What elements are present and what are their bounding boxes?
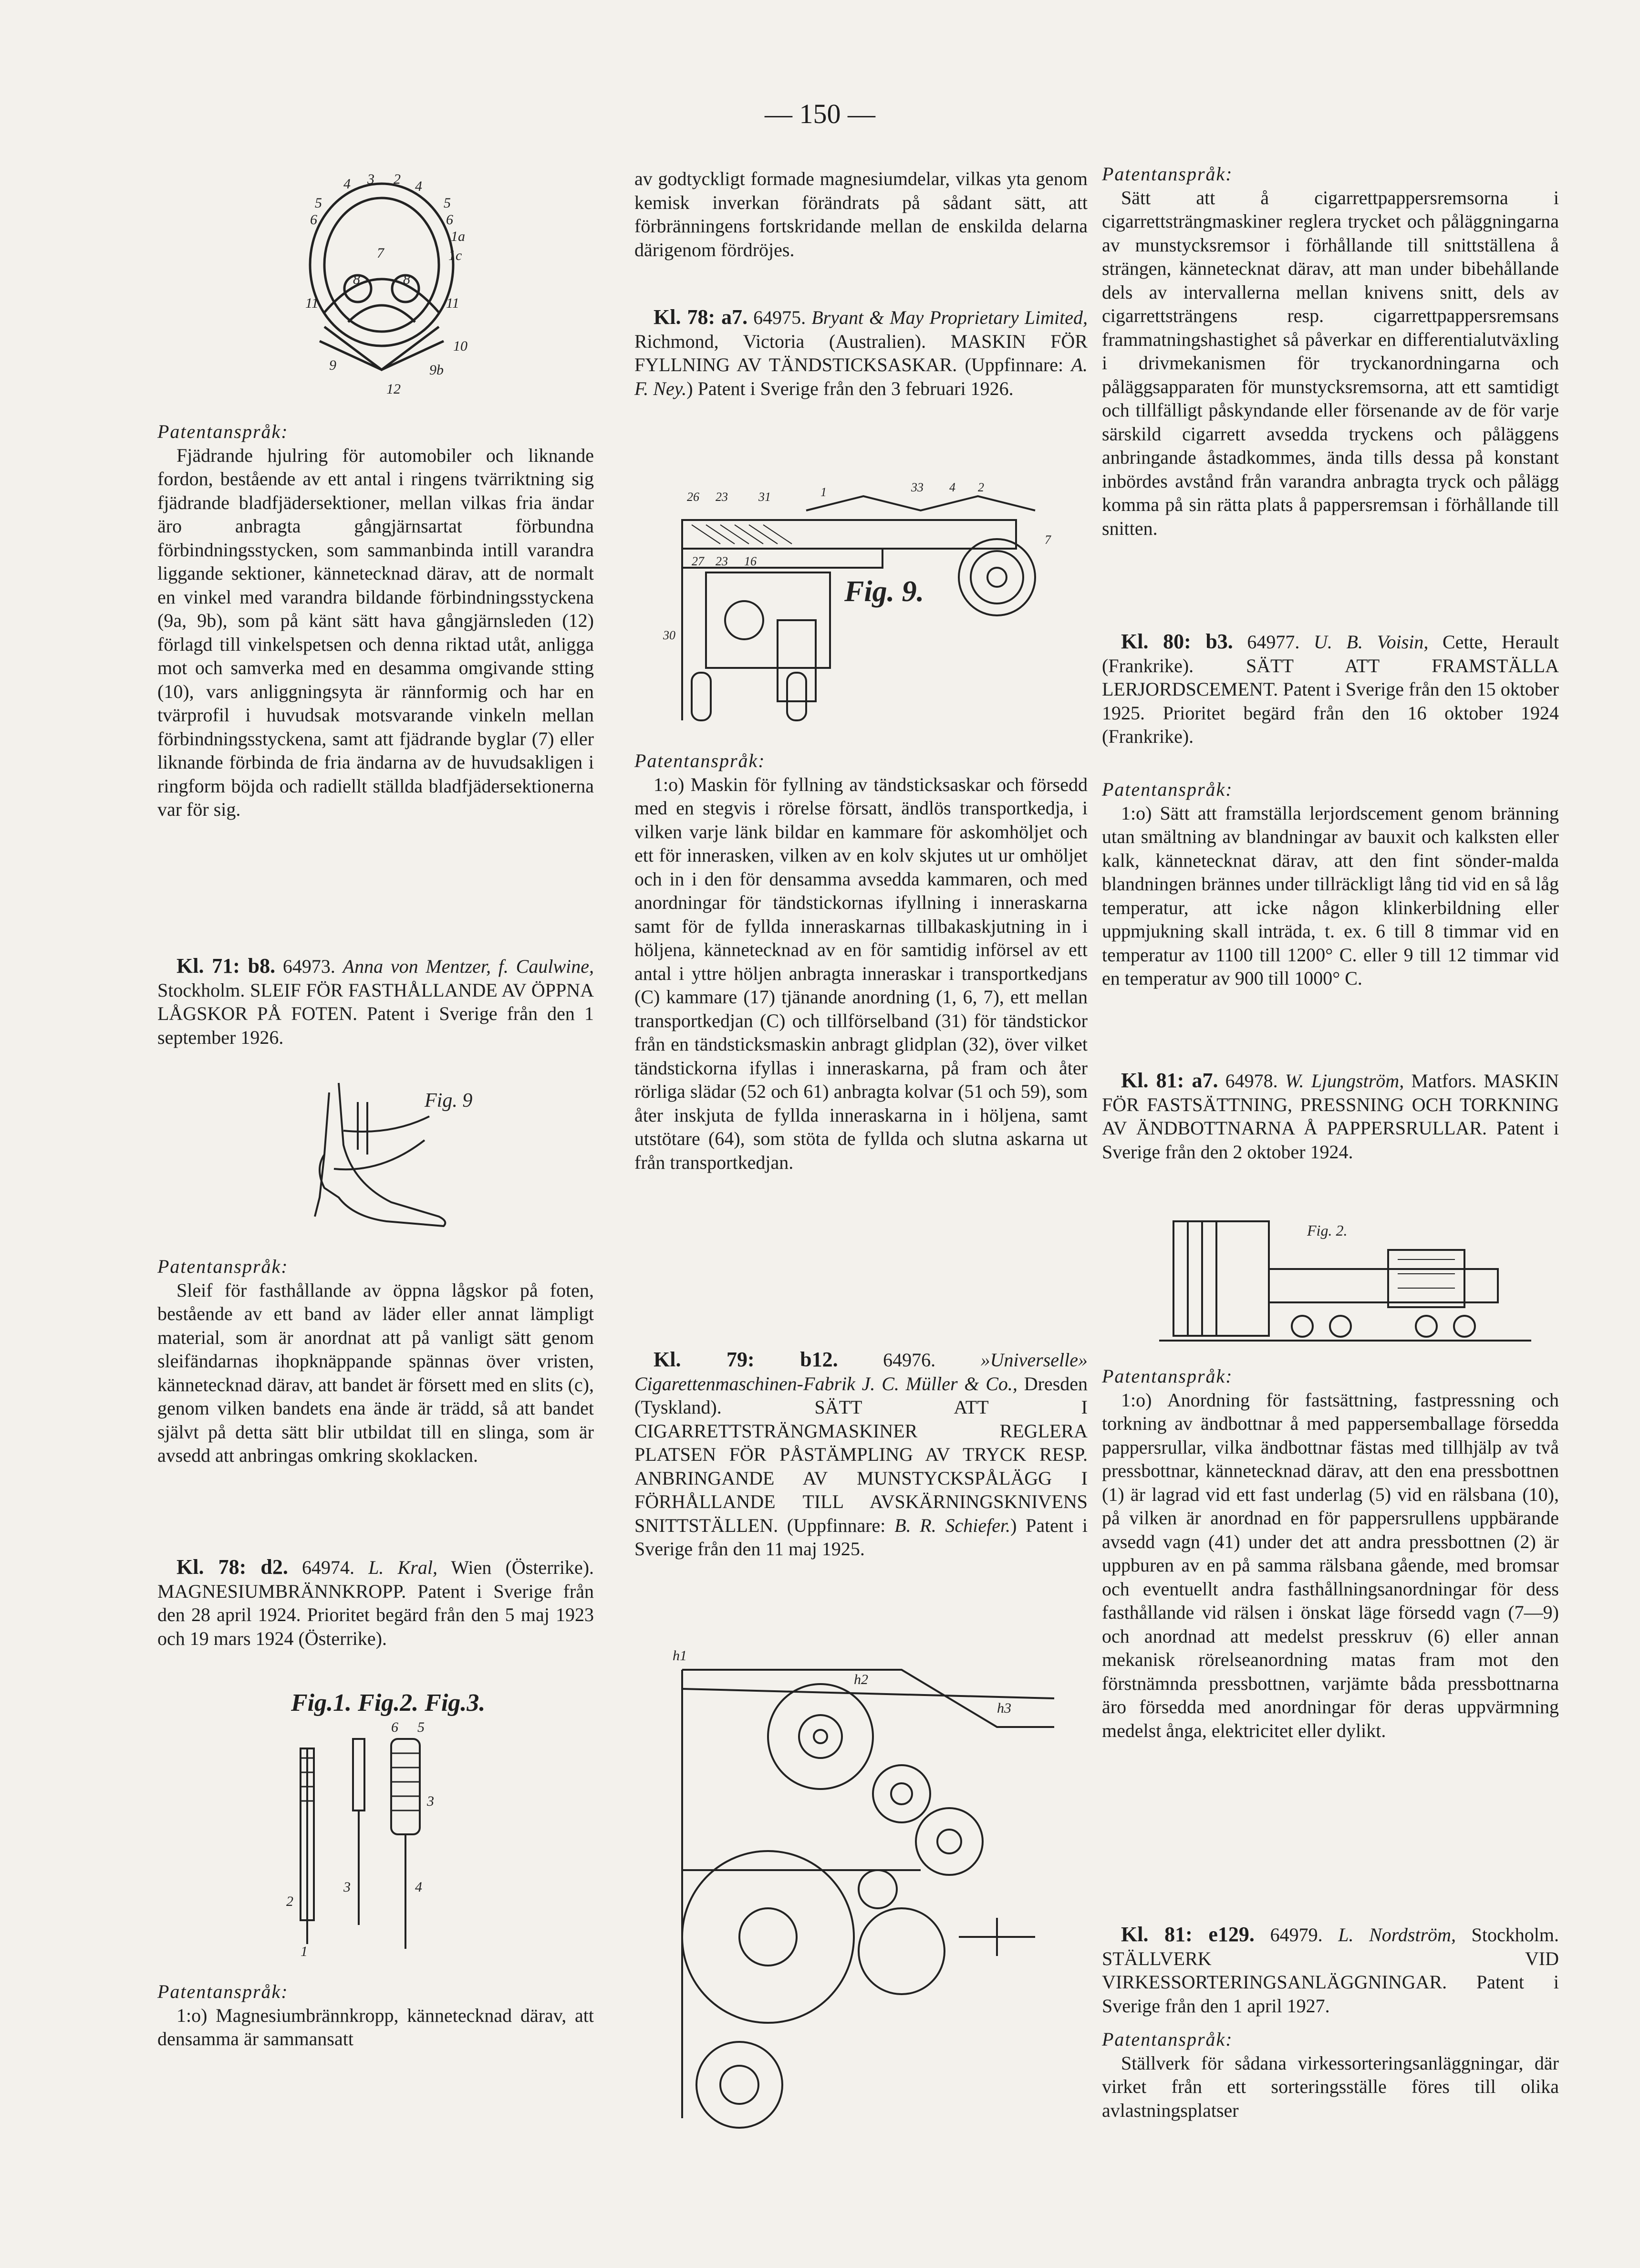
wheel-label: 6 xyxy=(446,212,453,228)
class-code: Kl. 78: d2. xyxy=(176,1555,288,1579)
wheel-label: 3 xyxy=(367,171,374,187)
claim-text: Fjädrande hjulring för automobiler och liknande fordon, bestående av ett antal i ringens tvärriktning sig fjädrande bladfjädersektioner, mellan vilkas fria ändar äro anbragta gångjärnsartat förbundna förbindningsstycken, som sammanbinda intill varandra liggande sektioner, kännetecknad därav, att de normalt en vinkel med varandra bildande förbindningsstyckena (9a, 9b), som på känt sätt hava gångjärnsleden (12) förlagd till vinkelspetsen och denna riktad utåt, anligga mot och samverka med en desamma omgivande stting (10), vars anliggningsyta är rännformig och har en tvärprofil i huvudsak motsvarande vinkeln mellan förbindningsstyckena, samt att fjädrande byglar (7) eller liknande förbinda de fria ändarna av de huvudsakligen i ringform böjda och radiellt ställda bladfjädersektionerna var för sig. xyxy=(157,444,594,820)
class-code: Kl. 81: e129. xyxy=(1121,1923,1255,1946)
claim-block-2 xyxy=(157,1255,594,1467)
claim-text: 1:o) Anordning för fastsättning, fastpressning och torkning av ändbottnar å med pappersemballage försedda pappersrullar, vilka ändbottnar fästas med tillhjälp av två pressbottnar, kännetecknad därav, att den ena pressbottnen (1) är lagrad vid ett fast underlag (5) vid en rälsbana (10), på vilken är anordnad en för pappersrullens uppbärande avsedd vagn (41) under det att andra pressbottnen (2) är uppburen av en på samma rälsbana gående, med bromsar och eventuellt andra fasthållningsanordningar för dess fasthållande vid rälsen i önskat läge försedd vagn (7—9) och anordnad att medelst presskruv (6) eller annan mekanisk rörelseanordning matas fram mot den förstnämnda pressbottnen, varjämte båda pressbottnarna äro försedda med anordningar för deras uppvärmning medelst ånga, elektricitet eller dylikt. xyxy=(1102,1389,1559,1741)
press-machine-drawing xyxy=(1159,1212,1531,1355)
claim-block-3 xyxy=(157,1980,594,2051)
claim-block-1 xyxy=(157,420,594,822)
wheel-label: 1c xyxy=(448,248,462,263)
entry-text: Cette, Herault (Frankrike). SÄTT ATT FRAMSTÄLLA LERJORDSCEMENT. Patent i Sverige från den 15 oktober 1925. Prioritet begärd från den 16 oktober 1924 (Frankrike). xyxy=(1102,631,1559,747)
gear-train-figure xyxy=(663,1641,1073,2147)
entry-inventor: A. F. Ney. xyxy=(634,354,1088,399)
entry-64975 xyxy=(634,305,1088,400)
machine-label: 26 xyxy=(687,490,699,504)
entry-author: L. Kral, xyxy=(368,1557,437,1578)
entry-text: Richmond, Victoria (Australien). MASKIN FÖR FYLLNING AV TÄNDSTICKSASKAR. (Uppfinnare: xyxy=(634,330,1088,375)
entry-text: Stockholm. STÄLLVERK VID VIRKESSORTERINGSANLÄGGNINGAR. Patent i Sverige från den 1 april 1927. xyxy=(1102,1924,1559,2017)
class-code: Kl. 78: a7. xyxy=(654,305,748,329)
entry-author: Anna von Mentzer, f. Caulwine, xyxy=(343,956,594,977)
entry-author: L. Nordström, xyxy=(1338,1924,1456,1945)
wheel-label: 12 xyxy=(386,381,401,397)
press-figure-label: Fig. 2. xyxy=(1307,1222,1348,1239)
machine-label: 4 xyxy=(949,482,955,494)
wheel-label: 5 xyxy=(315,195,322,211)
wheel-ring-figure xyxy=(296,169,467,408)
claim-heading: Patentanspråk: xyxy=(1102,2029,1233,2050)
continuation-block xyxy=(634,167,1088,261)
class-code: Kl. 81: a7. xyxy=(1121,1069,1218,1092)
claim-block-press xyxy=(1102,1364,1559,1742)
entry-number: 64975. xyxy=(747,307,812,328)
shoe-figure-label: Fig. 9 xyxy=(425,1090,473,1112)
gear-label: h1 xyxy=(673,1648,687,1664)
entry-author: U. B. Voisin, xyxy=(1314,631,1429,653)
machine-label: 33 xyxy=(911,482,924,494)
rod-label: 3 xyxy=(427,1793,434,1809)
machine-label: 23 xyxy=(716,490,728,504)
shoe-drawing xyxy=(286,1073,491,1231)
wheel-ring-drawing xyxy=(296,169,467,408)
machine-label: 16 xyxy=(744,554,757,568)
claim-text: 1:o) Magnesiumbrännkropp, kännetecknad därav, att densamma är sammansatt xyxy=(157,2004,594,2050)
claim-heading: Patentanspråk: xyxy=(157,1981,289,2002)
claim-block-cigarette xyxy=(1102,162,1559,540)
entry-author: Bryant & May Proprietary Limited, xyxy=(811,307,1088,328)
entry-64976 xyxy=(634,1348,1088,1561)
rod-label: 2 xyxy=(286,1893,293,1909)
claim-heading: Patentanspråk: xyxy=(634,750,766,771)
rod-label: 4 xyxy=(415,1879,422,1895)
machine-label: 30 xyxy=(663,628,675,642)
entry-64978 xyxy=(1102,1069,1559,1164)
claim-text: 1:o) Maskin för fyllning av tändsticksaskar och försedd med en stegvis i rörelse försatt, ändlös transportkedja, i vilken varje länk bildar en kammare för askomhöljet och ett för innerasken, vilken av en kolv skjutes ut ur omhöljet och in i den för densamma avsedda kammaren, och med anordningar för tändstickornas ifyllning i inneraskarna samt för de fyllda inneraskarnas tillbakaskjutning in i höljena, kännetecknad av en för samtidig införsel av ett antal i yttre höljen anbragta inneraskar i transportkedjans (C) kammare (17) tjänande anordning (1, 6, 7), ett mellan transportkedjan (C) och tillförselband (31) för tändstickor från en tändsticksmaskin anbragt glidplan (32), över vilket tändstickorna ifyllas i inneraskarna, på fram och åter rörliga slädar (52 och 61) anbragta kolvar (51 och 59), som åter inskjuta de fyllda inneraskarna in i höljena, samt utstötare (64), som stöta de fyllda och slutna askarna ut från transportkedjan. xyxy=(634,773,1088,1173)
entry-text: Dresden (Tyskland). SÄTT ATT I CIGARRETTSTRÄNGMASKINER REGLERA PLATSEN FÖR PÅSTÄMPLING AV TRYCK RESP. ANBRINGANDE AV MUNSTYCKSPÅLÄGG I FÖRHÅLLANDE TILL AVSKÄRNINGSKNIVENS SNITTSTÄLLEN. (Uppfinnare: xyxy=(634,1373,1088,1536)
entry-text-tail: ) Patent i Sverige från den 11 maj 1925. xyxy=(634,1514,1088,1560)
wheel-label: 9b xyxy=(429,362,444,378)
match-machine-drawing xyxy=(663,482,1073,725)
wheel-label: 10 xyxy=(453,338,467,354)
machine-label: 7 xyxy=(1045,533,1051,547)
entry-number: 64977. xyxy=(1233,631,1314,653)
wheel-label: 8 xyxy=(353,271,360,287)
rod-label: 1 xyxy=(301,1944,308,1958)
rod-label: 3 xyxy=(343,1879,351,1895)
entry-number: 64974. xyxy=(288,1557,369,1578)
rod-drawing xyxy=(272,1720,482,1958)
entry-64973 xyxy=(157,954,594,1049)
claim-text: Ställverk för sådana virkessorteringsanläggningar, där virket från ett sorteringsställe föres till olika avlastningsplatser xyxy=(1102,2052,1559,2121)
claim-heading: Patentanspråk: xyxy=(157,1256,289,1277)
rod-figures xyxy=(272,1689,486,1958)
entry-number: 64976. xyxy=(838,1349,981,1371)
claim-text: Sätt att å cigarrettpappersremsorna i cigarrettsträngmaskiner reglera trycket och påläggningarna av munstycksremsor i förhållande till snittställena å strängen, kännetecknat därav, att man under bibehållande dels av intervallerna mellan knivens snitt, dels av cigarrettsträngens resp. cigarrettpappersremsans frammatningshastighet så påverkar en differentialutväxling i drivmekanismen för tryckanordningarna och påläggsapparaten för munstycksremsorna, att ett samtidigt och tillfälligt påskyndande eller försenande av de för varje särskild cigarrett avsedda tryckens och påläggens anbringande åstadkommes, ända tills dessa på konstant inbördes avstånd från varandra anbragta tryck och pålägg komma på sin rätta plats å pappersremsan i förhållande till snitten. xyxy=(1102,187,1559,539)
claim-block-sorting xyxy=(1102,2028,1559,2122)
machine-label: 1 xyxy=(820,485,827,499)
gear-label: h2 xyxy=(854,1672,868,1687)
machine-figure-label: Fig. 9. xyxy=(844,575,924,608)
entry-64979 xyxy=(1102,1923,1559,2018)
claim-heading: Patentanspråk: xyxy=(1102,163,1233,185)
entry-text: Stockholm. SLEIF FÖR FASTHÅLLANDE AV ÖPPNA LÅGSKOR PÅ FOTEN. Patent i Sverige från den 1 september 1926. xyxy=(157,979,594,1048)
entry-64977 xyxy=(1102,630,1559,749)
claim-block-cement xyxy=(1102,778,1559,990)
machine-label: 27 xyxy=(692,554,704,568)
claim-block-match xyxy=(634,749,1088,1174)
wheel-label: 8 xyxy=(403,271,410,287)
wheel-label: 4 xyxy=(415,178,422,194)
entry-text-tail: ) Patent i Sverige från den 3 februari 1926. xyxy=(686,377,1014,399)
gear-label: h3 xyxy=(997,1700,1011,1716)
machine-label: 31 xyxy=(758,490,771,504)
wheel-label: 1a xyxy=(451,229,465,244)
entry-text: Wien (Österrike). MAGNESIUMBRÄNNKROPP. Patent i Sverige från den 28 april 1924. Prioritet begärd från den 5 maj 1923 och 19 mars 1924 (Österrike). xyxy=(157,1557,594,1649)
class-code: Kl. 80: b3. xyxy=(1121,630,1233,653)
wheel-label: 9 xyxy=(329,357,336,373)
shoe-figure xyxy=(286,1073,491,1231)
entry-inventor: B. R. Schiefer. xyxy=(894,1514,1011,1536)
wheel-label: 4 xyxy=(343,176,351,192)
rod-figure-title: Fig.1. Fig.2. Fig.3. xyxy=(291,1689,486,1717)
claim-heading: Patentanspråk: xyxy=(1102,1365,1233,1387)
wheel-label: 11 xyxy=(446,295,459,311)
claim-text: Sleif för fasthållande av öppna lågskor på foten, bestående av ett band av läder eller annat lämpligt material, som är anordnat att på vanligt sätt genom sleifändarnas ihopknäppande spännas över vristen, kännetecknad därav, att bandet är försett med en slits (c), genom vilken bandets ena ände är trädd, så att bandet självt på detta sätt blir utbildat till en slinga, som är avsedd att anbringas omkring skoklacken. xyxy=(157,1279,594,1466)
wheel-label: 5 xyxy=(444,195,451,211)
entry-number: 64973. xyxy=(275,956,343,977)
entry-text: Matfors. MASKIN FÖR FASTSÄTTNING, PRESSNING OCH TORKNING AV ÄNDBOTTNARNA Å PAPPERSRULLAR. Patent i Sverige från den 2 oktober 1924. xyxy=(1102,1070,1559,1163)
wheel-label: 2 xyxy=(394,171,401,187)
press-machine-figure xyxy=(1159,1212,1531,1355)
wheel-label: 11 xyxy=(305,295,319,311)
wheel-label: 6 xyxy=(310,212,317,228)
page-number: — 150 — xyxy=(765,98,875,129)
class-code: Kl. 71: b8. xyxy=(176,954,276,978)
continuation-text: av godtyckligt formade magnesiumdelar, vilkas yta genom kemisk inverkan förändrats på sådant sätt, att förbränningens fortskridande mellan de enskilda delarna därigenom fördröjes. xyxy=(634,168,1088,260)
class-code: Kl. 79: b12. xyxy=(654,1348,838,1371)
entry-author: W. Ljungström, xyxy=(1285,1070,1404,1092)
entry-number: 64979. xyxy=(1254,1924,1339,1945)
claim-heading: Patentanspråk: xyxy=(157,421,289,442)
machine-label: 2 xyxy=(978,482,984,494)
entry-author: »Universelle» Cigarettenmaschinen-Fabrik J. C. Müller & Co., xyxy=(634,1349,1088,1394)
wheel-label: 7 xyxy=(377,245,384,261)
gear-train-drawing xyxy=(663,1641,1073,2147)
claim-text: 1:o) Sätt att framställa lerjordscement genom bränning utan smältning av blandningar av bauxit och kalksten eller kalk, kännetecknat därav, att den fint sönder-malda blandningen brännes under tillräckligt lång tid vid en så låg temperatur, att icke någon klinkerbildning eller uppmjukning skall inträda, t. ex. 6 till 8 timmar vid en temperatur av 1100 till 1200° C. eller 9 till 12 timmar vid en temperatur av 900 till 1000° C. xyxy=(1102,802,1559,989)
rod-label: 5 xyxy=(417,1720,425,1735)
rod-label: 6 xyxy=(391,1720,398,1735)
claim-heading: Patentanspråk: xyxy=(1102,779,1233,800)
entry-number: 64978. xyxy=(1218,1070,1285,1092)
machine-label: 23 xyxy=(716,554,728,568)
entry-64974 xyxy=(157,1555,594,1650)
match-machine-figure xyxy=(663,482,1073,725)
